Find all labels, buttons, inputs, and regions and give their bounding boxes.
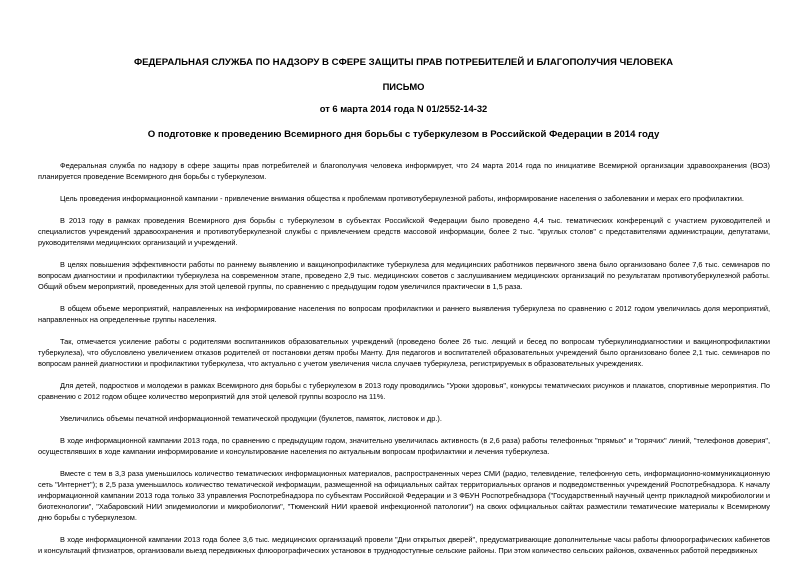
- date-and-number: от 6 марта 2014 года N 01/2552-14-32: [319, 103, 488, 114]
- paragraph: Цель проведения информационной кампании - привлечение внимания общества к проблемам противотуберкулезной работы, информирование населения о заболевании и мерах его профилактики.: [60, 194, 744, 203]
- paragraph: Федеральная служба по надзору в сфере защиты прав потребителей и благополучия человека информирует, что 24 марта 2014 года по инициативе Всемирной организации здравоохранения (ВОЗ) планируется проведение Всемирного дня борьбы с туберкулезом.: [38, 161, 770, 181]
- paragraph: Для детей, подростков и молодежи в рамках Всемирного дня борьбы с туберкулезом в 2013 году проводились "Уроки здоровья", конкурсы тематических рисунков и плакатов, спортивные мероприятия. По сравнению с 2012 годом общее количество мероприятий для этой целевой группы возросло на 11%.: [38, 381, 770, 401]
- paragraph: В ходе информационной кампании 2013 года более 3,6 тыс. медицинских организаций провели "Дни открытых дверей", предусматривающие дополнительные часы работы флюорографических кабинетов и консультаций фтизиатров, организовали выезд передвижных флюорографических установок в труднодоступные сельские районы. При этом количество сельских районов, охваченных работой передвижных: [38, 535, 770, 555]
- agency-title: ФЕДЕРАЛЬНАЯ СЛУЖБА ПО НАДЗОРУ В СФЕРЕ ЗАЩИТЫ ПРАВ ПОТРЕБИТЕЛЕЙ И БЛАГОПОЛУЧИЯ ЧЕЛОВЕКА: [133, 57, 674, 68]
- paragraph: В ходе информационной кампании 2013 года, по сравнению с предыдущим годом, значительно увеличилась активность (в 2,6 раза) работы телефонных "прямых" и "горячих" линий, "телефонов доверия", осуществлявших в ходе кампании информирование и консультирование населения по актуальным вопросам профилактики и лечения туберкулеза.: [38, 436, 770, 456]
- letter-subject: О подготовке к проведению Всемирного дня борьбы с туберкулезом в Российской Федерации в 2014 году: [147, 129, 660, 140]
- paragraph: Вместе с тем в 3,3 раза уменьшилось количество тематических информационных материалов, распространенных через СМИ (радио, телевидение, телефонную сеть, информационно-коммуникационную сеть "Интернет"); в 2,5 раза уменьшилось количество тематической информации, размещенной на официальных сайтах территориальных органов и подведомственных учреждений Роспотребнадзора. К началу информационной кампании 2013 года только 33 управления Роспотребнадзора по субъектам Российской Федерации и 3 ФБУН Роспотребнадзора ("Государственный научный центр прикладной микробиологии и биотехнологии", "Хабаровский НИИ эпидемиологии и микробиологии", "Тюменский НИИ краевой инфекционной патологии") на своих официальных сайтах разместили тематические материалы к Всемирному дню борьбы с туберкулезом.: [38, 469, 770, 522]
- document-type: ПИСЬМО: [382, 81, 425, 92]
- paragraph: В общем объеме мероприятий, направленных на информирование населения по вопросам профилактики и раннего выявления туберкулеза по сравнению с 2012 годом увеличилась доля мероприятий, направленных на определенные группы населения.: [38, 304, 770, 324]
- letter-body: [38, 160, 770, 567]
- paragraph: Увеличились объемы печатной информационной тематической продукции (буклетов, памяток, листовок и др.).: [60, 414, 442, 423]
- paragraph: В целях повышения эффективности работы по раннему выявлению и вакцинопрофилактике туберкулеза для медицинских работников первичного звена было организовано более 7,6 тыс. семинаров по вопросам диагностики и профилактики туберкулеза на современном этапе, проведено 2,9 тыс. медицинских советов с заслушиванием медицинских организаций по результатам противотуберкулезной работы. Общий объем мероприятий, проведенных для этой целевой группы, по сравнению с предыдущим годом увеличился практически в 1,5 раза.: [38, 260, 770, 291]
- paragraph: Так, отмечается усиление работы с родителями воспитанников образовательных учреждений (проведено более 26 тыс. лекций и бесед по вопросам туберкулинодиагностики и вакцинопрофилактики туберкулеза), что обусловлено увеличением отказов родителей от постановки детям пробы Манту. Для педагогов и воспитателей образовательных учреждений было организовано более 2,1 тыс. семинаров по вопросам ранней диагностики и профилактики туберкулеза, что актуально с учетом увеличения числа случаев туберкулеза, регистрируемых в образовательных учреждениях.: [38, 337, 770, 368]
- paragraph: В 2013 году в рамках проведения Всемирного дня борьбы с туберкулезом в субъектах Российской Федерации было проведено 4,4 тыс. тематических конференций с участием руководителей и специалистов учреждений здравоохранения и противотуберкулезной службы с привлечением средств массовой информации, более 2 тыс. "круглых столов" с представителями администрации, депутатами, руководителями медицинских организаций и учреждений.: [38, 216, 770, 247]
